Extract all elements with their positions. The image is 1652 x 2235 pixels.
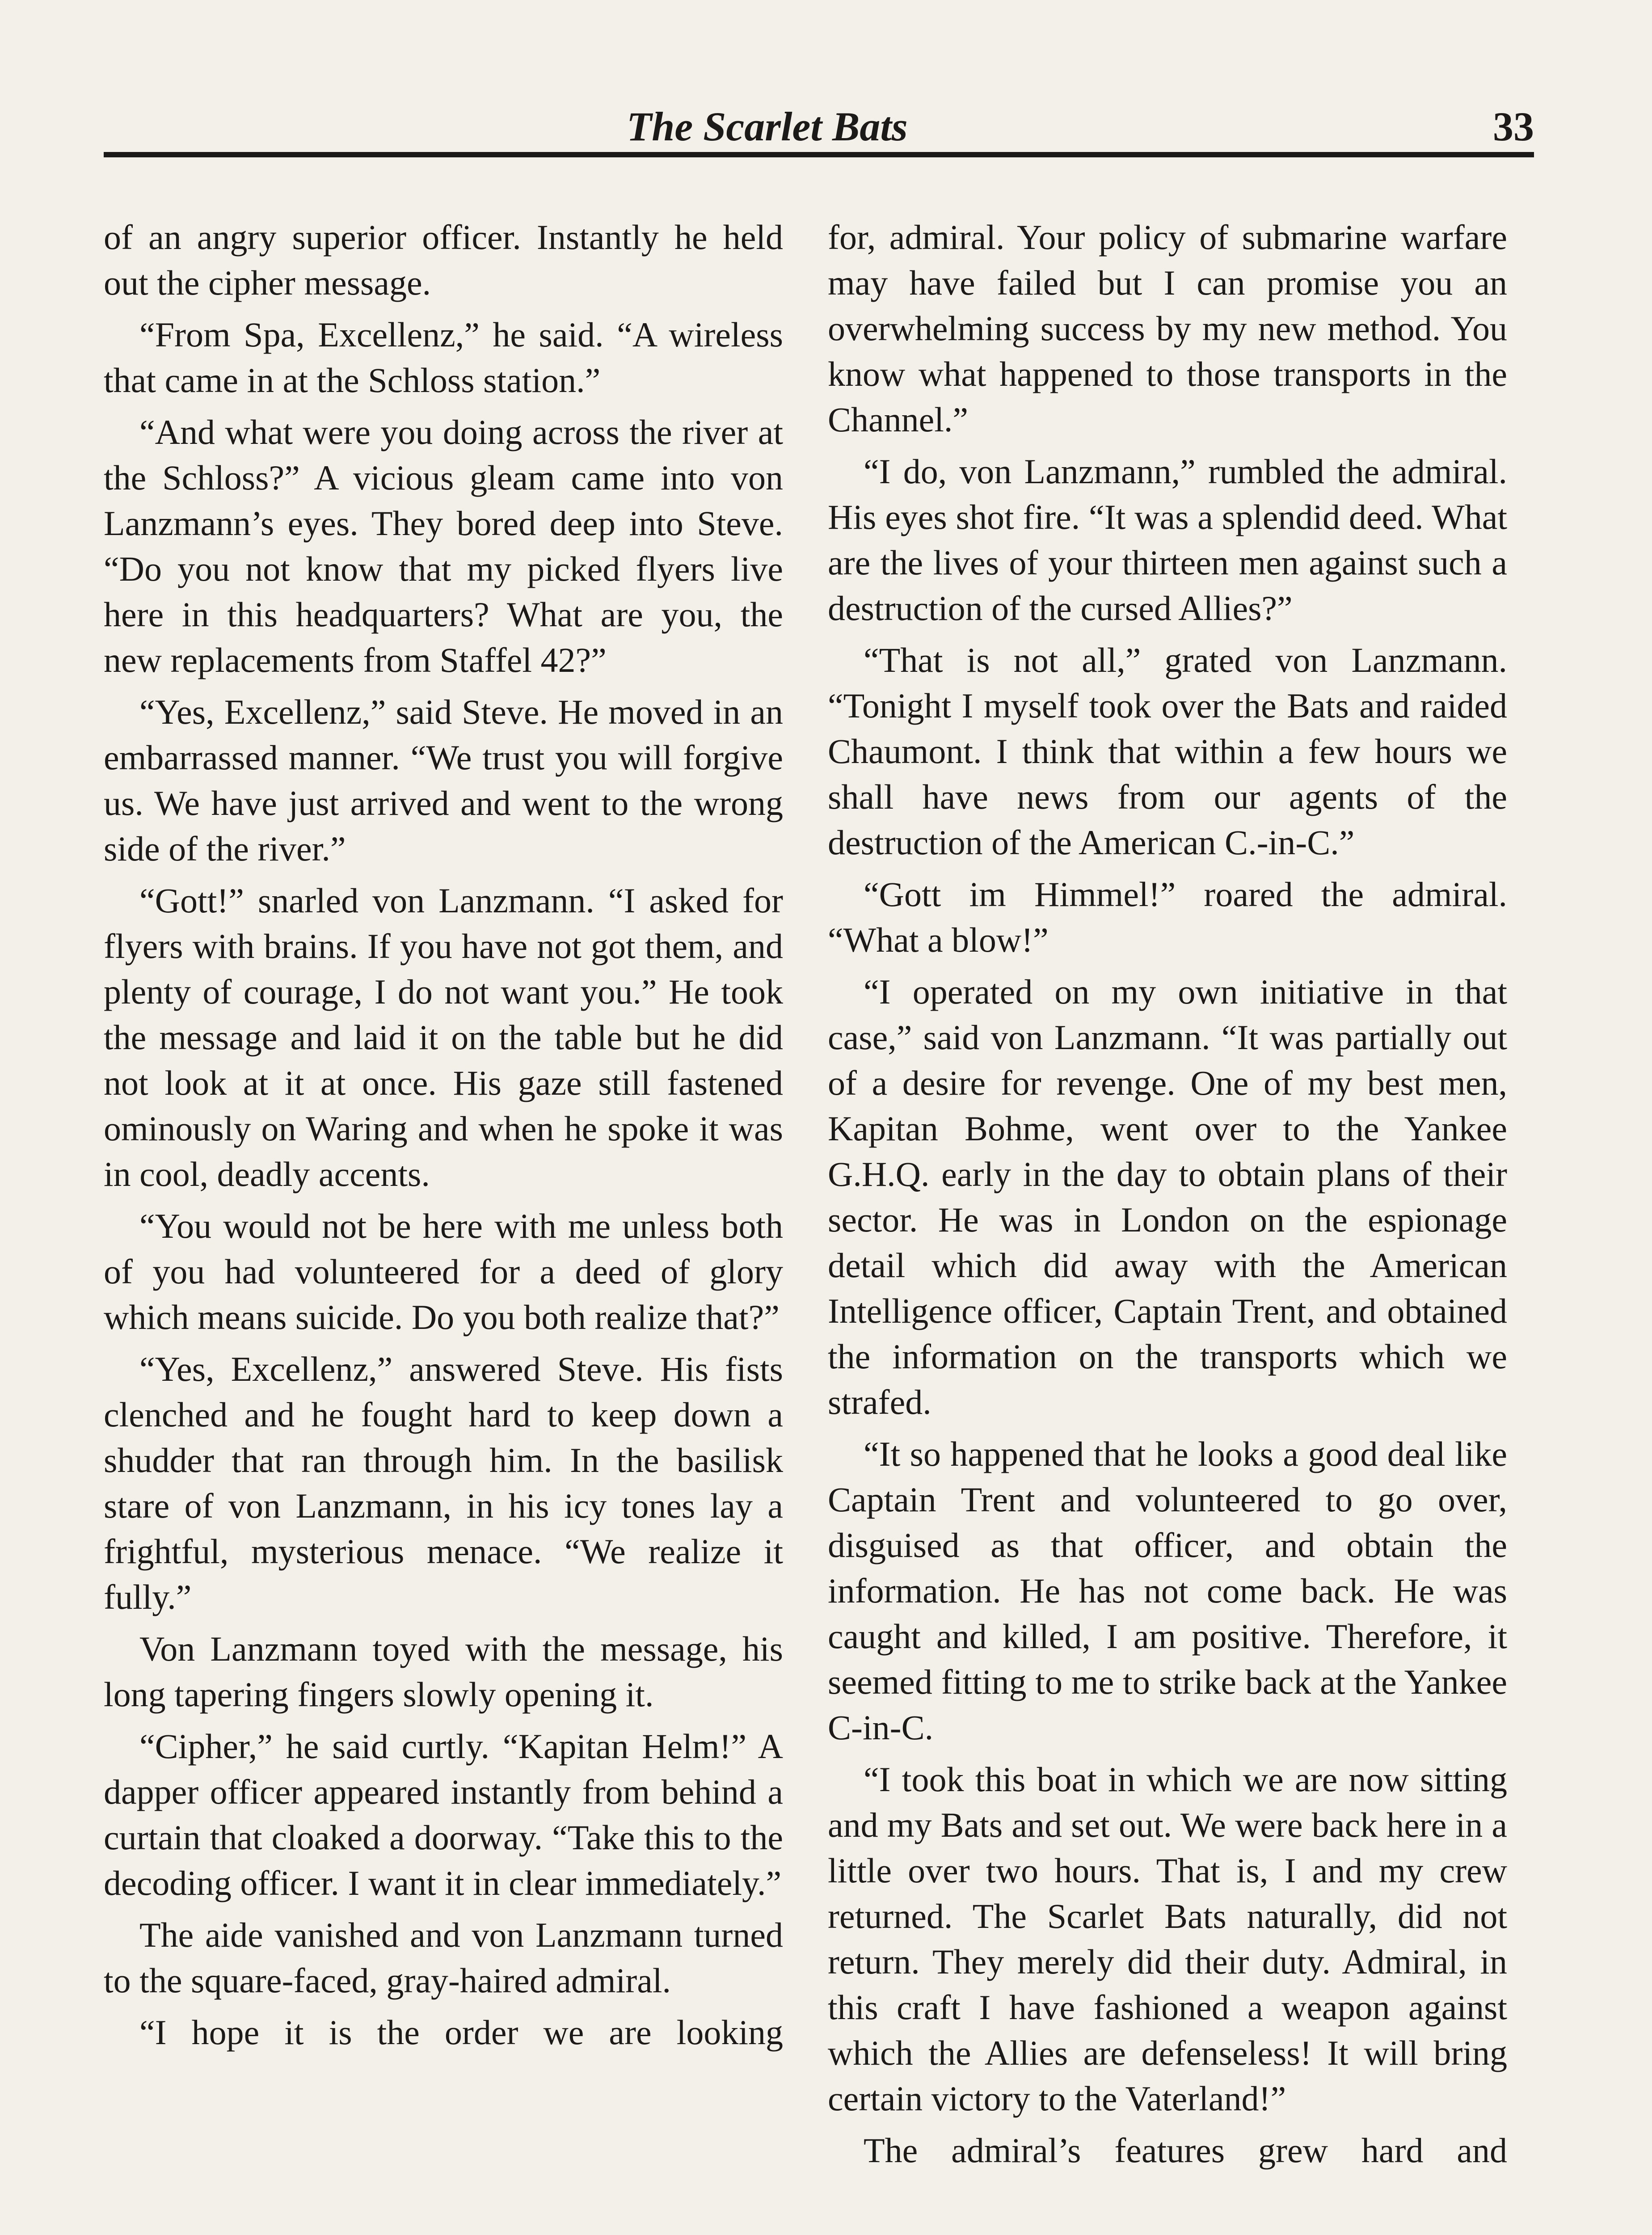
paragraph: Von Lanzmann toyed with the message, his long tapering fingers slowly opening it.	[104, 1629, 783, 1714]
paragraph: “Yes, Excellenz,” answered Steve. His fists clenched and he fought hard to keep down a shudder that ran through him. In the basilisk stare of von Lanzmann, in his icy tones lay a frightful, mysterious menace. “We realize it fully.”	[104, 1349, 783, 1616]
paragraph: “I hope it is the order we are looking	[139, 2013, 783, 2052]
paragraph: for, admiral. Your policy of submarine warfare may have failed but I can promise you an overwhelming success by my new method. You know what happened to those transports in the Channel.”	[828, 218, 1507, 439]
running-title: The Scarlet Bats	[627, 104, 908, 149]
paragraph: “That is not all,” grated von Lanzmann. “Tonight I myself took over the Bats and raided Chaumont. I think that within a few hours we shall have news from our agents of the destruction of the American C.-in-C.”	[828, 641, 1507, 862]
page-header	[104, 94, 1534, 148]
right-column	[828, 215, 1507, 2180]
paragraph: “And what were you doing across the river at the Schloss?” A vicious gleam came into von Lanzmann’s eyes. They bored deep into Steve. “Do you not know that my picked flyers live here in this headquarters? What are you, the new replacements from Staffel 42?”	[104, 413, 783, 679]
paragraph: “Yes, Excellenz,” said Steve. He moved in an embarrassed manner. “We trust you will forgive us. We have just arrived and went to the wrong side of the river.”	[104, 692, 783, 868]
paragraph: of an angry superior officer. Instantly he held out the cipher message.	[104, 218, 783, 302]
paragraph: “It so happened that he looks a good deal like Captain Trent and volunteered to go over, disguised as that officer, and obtain the information. He has not come back. He was caught and killed, I am positive. Therefore, it seemed fitting to me to strike back at the Yankee C-in-C.	[828, 1434, 1507, 1747]
paragraph: “I took this boat in which we are now sitting and my Bats and set out. We were back here in a little over two hours. That is, I and my crew returned. The Scarlet Bats naturally, did not return. They merely did their duty. Admiral, in this craft I have fashioned a weapon against which the Allies are defenseless! It will bring certain victory to the Vaterland!”	[828, 1760, 1507, 2118]
left-column	[104, 215, 783, 2062]
paragraph: “Gott im Himmel!” roared the admiral. “What a blow!”	[828, 875, 1507, 959]
paragraph: “Cipher,” he said curtly. “Kapitan Helm!” A dapper officer appeared instantly from behind a curtain that cloaked a doorway. “Take this to the decoding officer. I want it in clear immediately.”	[104, 1727, 783, 1902]
paragraph: The aide vanished and von Lanzmann turned to the square-faced, gray-haired admiral.	[104, 1915, 783, 2000]
header-rule	[104, 152, 1534, 157]
paragraph: “Gott!” snarled von Lanzmann. “I asked for flyers with brains. If you have not got them, and plenty of courage, I do not want you.” He took the message and laid it on the table but he did not look at it at once. His gaze still fastened ominously on Waring and when he spoke it was in cool, deadly accents.	[104, 881, 783, 1193]
paragraph: “I do, von Lanzmann,” rumbled the admiral. His eyes shot fire. “It was a splendid deed. What are the lives of your thirteen men against such a destruction of the cursed Allies?”	[828, 452, 1507, 628]
paragraph: The admiral’s features grew hard and	[864, 2131, 1507, 2170]
paragraph: “From Spa, Excellenz,” he said. “A wireless that came in at the Schloss station.”	[104, 315, 783, 400]
paragraph: “I operated on my own initiative in that case,” said von Lanzmann. “It was partially out of a desire for revenge. One of my best men, Kapitan Bohme, went over to the Yankee G.H.Q. early in the day to obtain plans of their sector. He was in London on the espionage detail which did away with the American Intelligence officer, Captain Trent, and obtained the information on the transports which we strafed.	[828, 972, 1507, 1421]
page-number: 33	[1493, 104, 1534, 149]
paragraph: “You would not be here with me unless both of you had volunteered for a deed of glory which means suicide. Do you both realize that?”	[104, 1206, 783, 1337]
